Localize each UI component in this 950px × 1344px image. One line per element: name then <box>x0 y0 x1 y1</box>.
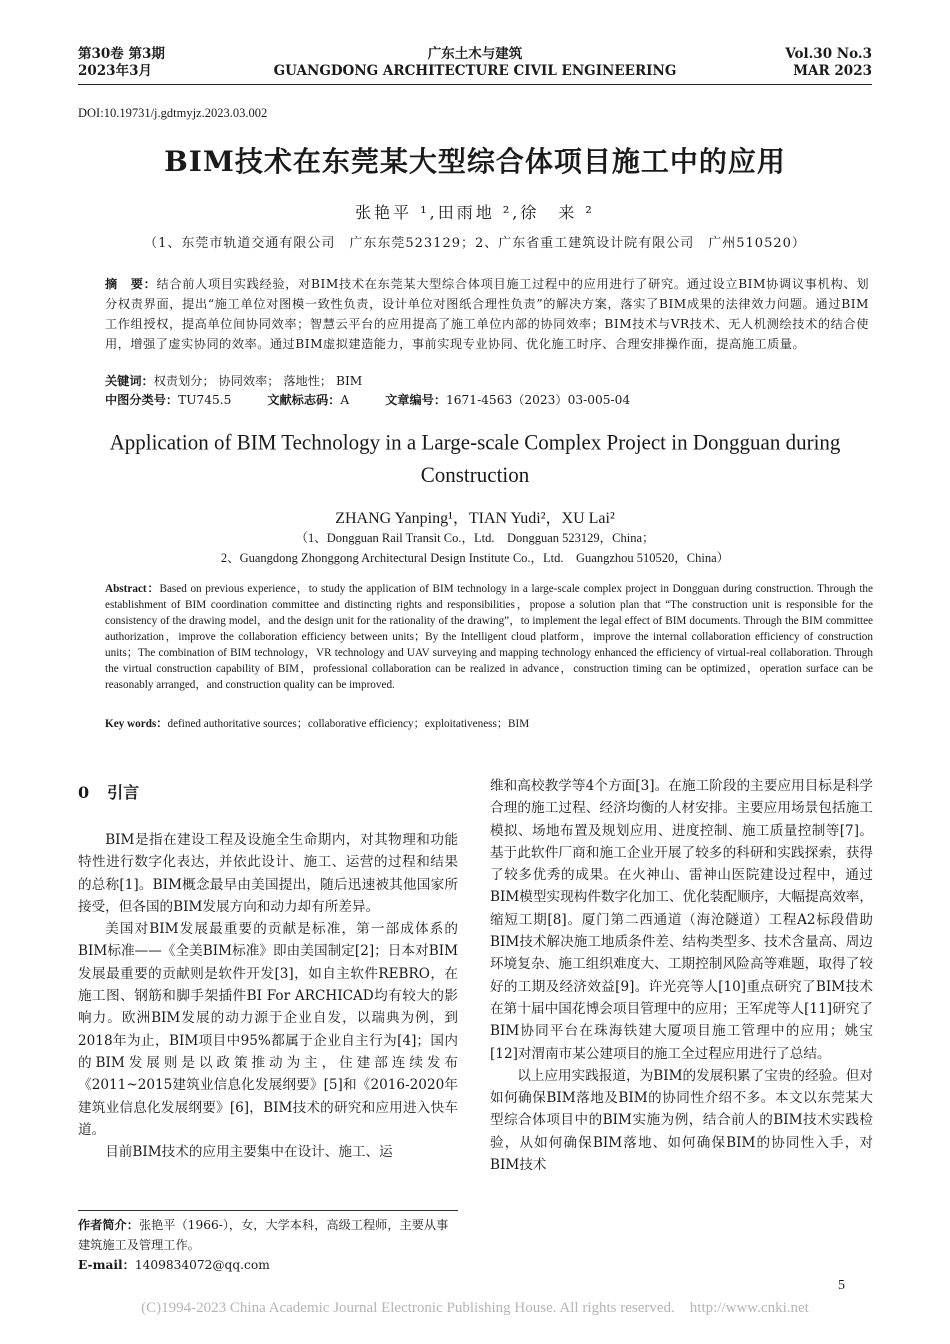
section-title: 引言 <box>107 783 140 802</box>
affiliation-en-line1: （1、Dongguan Rail Transit Co.，Ltd. Dongguan 523129，China； <box>295 531 655 545</box>
page-number: 5 <box>838 1278 845 1293</box>
keywords-cn-label: 关键词： <box>105 374 154 388</box>
clc-label: 中图分类号： <box>105 393 179 407</box>
paragraph: 目前BIM技术的应用主要集中在设计、施工、运 <box>105 1144 393 1161</box>
affiliation-en-line2: 2、Guangdong Zhonggong Architectural Design Institute Co.，Ltd. Guangzhou 510520，China） <box>220 551 730 565</box>
journal-name-en: GUANGDONG ARCHITECTURE CIVIL ENGINEERING <box>273 63 677 79</box>
keywords-cn <box>105 372 362 389</box>
abstract-en <box>105 581 873 693</box>
author-footnote <box>78 1210 458 1275</box>
header-volume-en <box>785 46 872 80</box>
keywords-en-label: Key words： <box>105 718 168 730</box>
doc-code <box>267 393 349 407</box>
body-column-left <box>78 780 458 1163</box>
header-vol-no: Vol.30 No.3 <box>785 46 872 62</box>
copyright-notice: (C)1994-2023 China Academic Journal Electronic Publishing House. All rights reserved. http://www.cnki.net <box>141 1300 809 1316</box>
section-heading <box>78 780 458 803</box>
affiliation-cn: （1、东莞市轨道交通有限公司 广东东莞523129；2、广东省重工建筑设计院有限公司 广州510520） <box>144 236 806 251</box>
authors-en: ZHANG Yanping¹，TIAN Yudi²，XU Lai² <box>335 510 615 527</box>
abstract-cn-text: 结合前人项目实践经验，对BIM技术在东莞某大型综合体项目施工过程中的应用进行了研究。通过设立BIM协调议事机构、划分权责界面，提出“施工单位对图模一致性负责，设计单位对图纸合理性负责”的解决方案，落实了BIM成果的法律效力问题。通过BIM工作组授权，提高单位间协同效率；智慧云平台的应用提高了施工单位内部的协同效率；BIM技术与VR技术、无人机测绘技术的结合使用，增强了虚实协同的效率。通过BIM虚拟建造能力，事前实现专业协同、优化施工时序、合理安排操作面，提高施工质量。 <box>105 277 870 351</box>
email-label: E-mail： <box>78 1258 135 1272</box>
keywords-cn-text: 权责划分； 协同效率； 落地性； BIM <box>153 374 363 388</box>
header-date-en: MAR 2023 <box>793 63 872 79</box>
section-number: 0 <box>78 783 90 802</box>
author-bio <box>78 1215 458 1255</box>
authors-cn: 张艳平 ¹,田雨地 ²,徐 来 ² <box>355 203 595 222</box>
author-bio-label: 作者简介： <box>78 1218 139 1232</box>
body-column-right <box>490 775 873 1176</box>
title-en: Application of BIM Technology in a Large-scale Complex Project in Dongguan during Construction <box>109 429 841 488</box>
article-number <box>385 393 630 407</box>
author-bio-text: 张艳平（1966-），女，大学本科，高级工程师，主要从事建筑施工及管理工作。 <box>78 1218 449 1252</box>
journal-name-cn: 广东土木与建筑 <box>427 46 523 62</box>
header-volume: 第30卷 第3期 <box>78 46 165 62</box>
clc <box>105 393 231 407</box>
title-cn: BIM技术在东莞某大型综合体项目施工中的应用 <box>164 145 786 178</box>
abstract-cn <box>105 274 869 354</box>
paragraph: 美国对BIM发展最重要的贡献是标准，第一部成体系的BIM标准——《全美BIM标准》即由美国制定[2]；日本对BIM发展最重要的贡献则是软件开发[3]，如自主软件REBRO，在施工图、钢筋和脚手架插件BI For ARCHICAD均有较大的影响力。欧洲BIM发展的动力源于企业自发，以瑞典为例，到2018年为止，BIM项目中95%都属于企业自主行为[4]；国内的BIM发展则是以政策推动为主，住建部连续发布《2011~2015建筑业信息化发展纲要》[5]和《2016-2020年建筑业信息化发展纲要》[6]，BIM技术的研究和应用进入快车道。 <box>78 921 458 1138</box>
paragraph: 以上应用实践报道，为BIM的发展积累了宝贵的经验。但对如何确保BIM落地及BIM的协同性介绍不多。本文以东莞某大型综合体项目中的BIM实施为例，结合前人的BIM技术实践检验，从如何确保BIM落地、如何确保BIM的协同性入手，对BIM技术 <box>490 1067 873 1174</box>
header-date-cn: 2023年3月 <box>78 63 152 79</box>
doi: DOI:10.19731/j.gdtmyjz.2023.03.002 <box>78 106 268 120</box>
abstract-cn-label: 摘 要： <box>105 277 157 291</box>
keywords-en <box>105 715 529 731</box>
doc-code-value: A <box>340 393 350 407</box>
doc-code-label: 文献标志码： <box>267 393 341 407</box>
header-rule <box>78 84 872 85</box>
email-text: 1409834072@qq.com <box>134 1258 270 1272</box>
article-number-label: 文章编号： <box>385 393 447 407</box>
paragraph: 维和高校教学等4个方面[3]。在施工阶段的主要应用目标是科学合理的施工过程、经济均衡的人材安排。主要应用场景包括施工模拟、场地布置及规划应用、进度控制、施工质量控制等[7]。基于此软件厂商和施工企业开展了较多的科研和实践探索，获得了较多优秀的成果。在火神山、雷神山医院建设过程中，通过BIM模型实现构件数字化加工、优化装配顺序，大幅提高效率，缩短工期[8]。厦门第二西通道（海沧隧道）工程A2标段借助BIM技术解决施工地质条件差、结构类型多、技术含量高、周边环境复杂、施工组织难度大、工期控制风险高等难题，取得了较好的工期及经济效益[9]。许光亮等人[10]重点研究了BIM技术在第十届中国花博会项目管理中的应用；王军虎等人[11]研究了BIM协同平台在珠海铁建大厦项目施工管理中的应用；姚宝[12]对渭南市某公建项目的施工全过程应用进行了总结。 <box>490 778 873 1062</box>
abstract-en-text: Based on previous experience，to study the application of BIM technology in a large-scale complex project in Dongguan during construction. Through the establishment of BIM coordination committee and distincting rights and responsibilities，propose a solution plan that “The construction unit is responsible for the consistency of the drawing model，and the design unit for the rationality of the drawing”，to implement the legal effect of BIM documents. Through the BIM committee authorization，improve the collaboration efficiency between units；By the Intelligent cloud platform，improve the internal collaboration efficiency of construction units；The combination of BIM technology，VR technology and UAV surveying and mapping technology enhanced the efficiency of virtual-real collaboration. Through the virtual construction capability of BIM，professional collaboration can be realized in advance，construction timing can be optimized，operation surface can be reasonably arranged，and construction quality can be improved. <box>105 583 873 691</box>
author-email <box>78 1255 458 1275</box>
abstract-en-label: Abstract： <box>105 583 160 595</box>
clc-value: TU745.5 <box>178 393 232 407</box>
keywords-en-text: defined authoritative sources；collaborative efficiency；exploitativeness；BIM <box>167 718 530 730</box>
article-number-value: 1671-4563（2023）03-005-04 <box>446 393 631 407</box>
classification <box>105 391 662 408</box>
affiliation-en <box>0 528 950 568</box>
paragraph: BIM是指在建设工程及设施全生命期内，对其物理和功能特性进行数字化表达，并依此设计、施工、运营的过程和结果的总称[1]。BIM概念最早由美国提出，随后迅速被其他国家所接受，但各国的BIM发展方向和动力却有所差异。 <box>78 832 458 915</box>
